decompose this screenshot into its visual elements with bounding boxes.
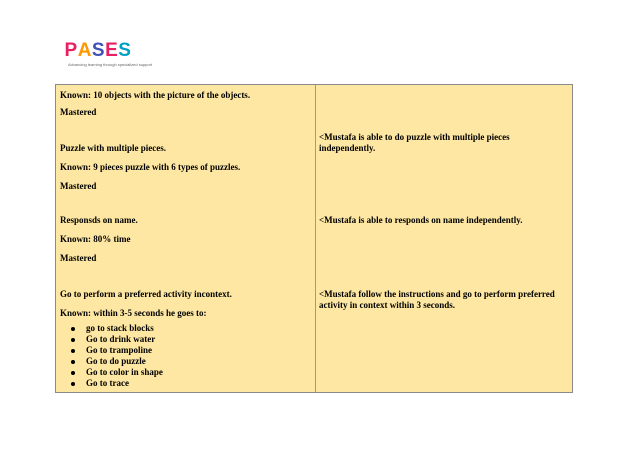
progress-note: <Mustafa is able to responds on name independently. <box>319 215 523 225</box>
progress-note: <Mustafa follow the instructions and go to perform preferred activity in context within 3 seconds. <box>319 289 555 310</box>
list-item: Go to trace <box>60 378 163 389</box>
list-item: Go to color in shape <box>60 367 163 378</box>
logo-letter: E <box>105 40 119 61</box>
row-1-right-cell <box>319 85 564 205</box>
goal-known-text: Known: 9 pieces puzzle with 6 types of puzzles. <box>60 162 241 172</box>
goal-known-text: Known: 10 objects with the picture of the objects. <box>60 90 251 100</box>
logo-letter: S <box>118 40 132 61</box>
logo-tagline: Advancing learning through specialized support <box>68 62 153 67</box>
goal-status-text: Mastered <box>60 253 97 263</box>
list-item: Go to drink water <box>60 334 163 345</box>
logo-wordmark <box>62 40 134 62</box>
logo-letter: S <box>91 40 106 61</box>
list-item: go to stack blocks <box>60 323 163 334</box>
goal-title-text: Responsds on name. <box>60 215 138 225</box>
row-3-right-cell <box>319 283 564 323</box>
goal-status-text: Mastered <box>60 181 97 191</box>
logo-letter: A <box>77 40 92 61</box>
goal-known-text: Known: within 3-5 seconds he goes to: <box>60 308 207 318</box>
row-1-left-cell <box>60 85 310 205</box>
row-2-right-cell <box>319 209 564 249</box>
pases-logo <box>62 40 153 70</box>
column-divider <box>315 85 316 392</box>
row-3-left-cell <box>60 283 310 391</box>
list-item: Go to trampoline <box>60 345 163 356</box>
progress-table <box>55 84 573 393</box>
list-item: Go to do puzzle <box>60 356 163 367</box>
goal-title-text: Puzzle with multiple pieces. <box>60 143 166 153</box>
activity-list <box>60 323 163 389</box>
goal-known-text: Known: 80% time <box>60 234 131 244</box>
logo-letter: P <box>64 40 78 61</box>
progress-note: <Mustafa is able to do puzzle with multiple pieces independently. <box>319 132 510 153</box>
row-2-left-cell <box>60 209 310 269</box>
goal-status-text: Mastered <box>60 107 97 117</box>
goal-title-text: Go to perform a preferred activity incontext. <box>60 289 232 299</box>
